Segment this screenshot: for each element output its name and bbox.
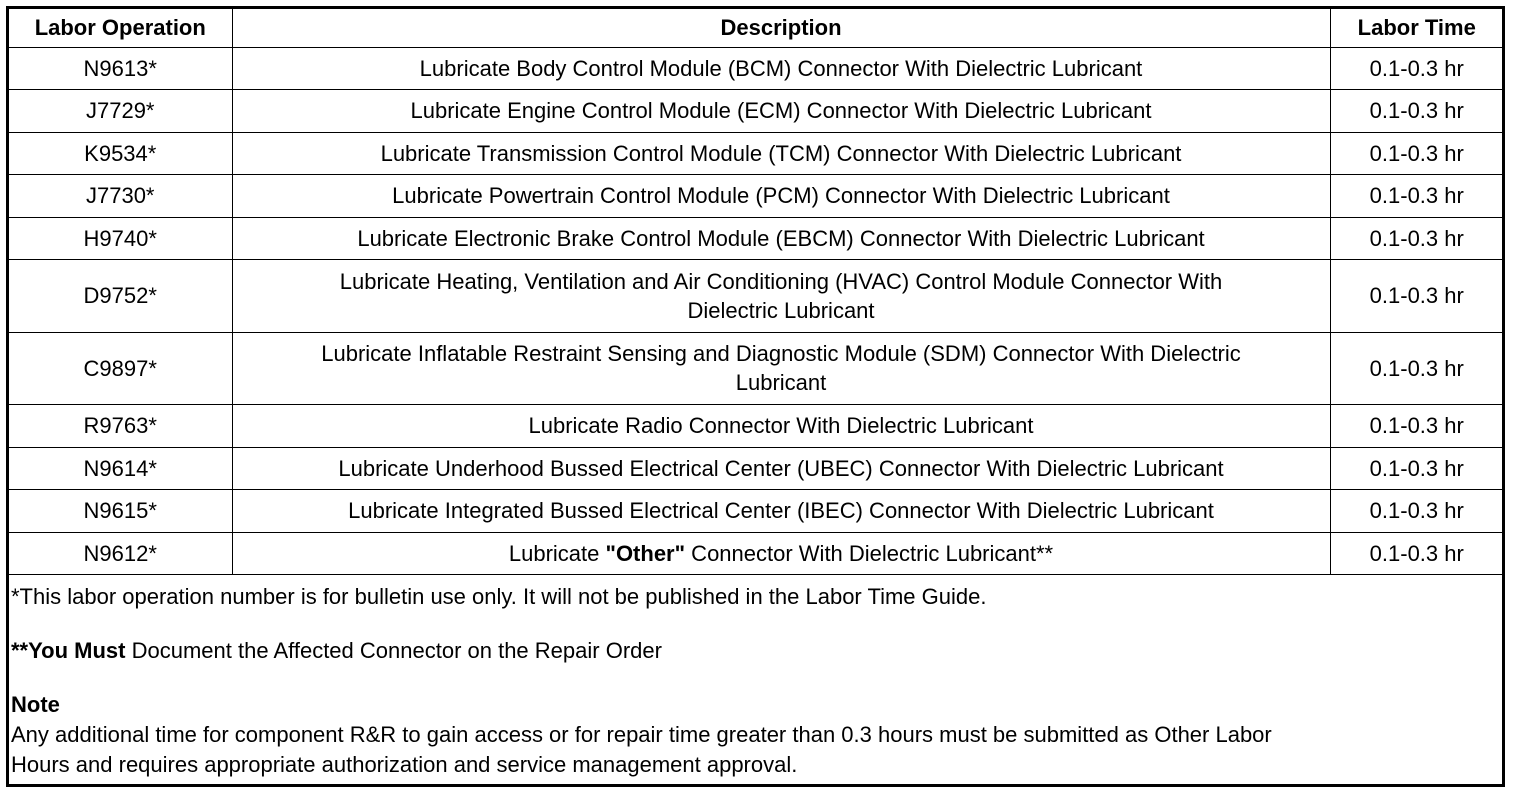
description-cell: Lubricate Powertrain Control Module (PCM) Connector With Dielectric Lubricant [232, 175, 1330, 218]
footnote-double-asterisk-text: Document the Affected Connector on the Repair Order [125, 638, 662, 663]
labor-time-cell: 0.1-0.3 hr [1330, 132, 1503, 175]
description-cell: Lubricate Body Control Module (BCM) Connector With Dielectric Lubricant [232, 47, 1330, 90]
description-cell: Lubricate Integrated Bussed Electrical Center (IBEC) Connector With Dielectric Lubricant [232, 490, 1330, 533]
labor-time-cell: 0.1-0.3 hr [1330, 260, 1503, 333]
description-cell: Lubricate Electronic Brake Control Module (EBCM) Connector With Dielectric Lubricant [232, 217, 1330, 260]
labor-op-cell: H9740* [9, 217, 232, 260]
labor-op-cell: K9534* [9, 132, 232, 175]
table-right-rule [1504, 6, 1505, 576]
description-cell [232, 260, 1330, 333]
description-cell [232, 332, 1330, 405]
footnote-double-asterisk [11, 636, 1491, 666]
table-row [9, 447, 1503, 490]
labor-op-cell: J7729* [9, 90, 232, 133]
labor-op-cell: C9897* [9, 332, 232, 405]
description-line-2: Lubricant [735, 370, 827, 396]
footnotes [11, 582, 1491, 780]
labor-time-cell: 0.1-0.3 hr [1330, 90, 1503, 133]
description-cell: Lubricate Radio Connector With Dielectric Lubricant [232, 405, 1330, 448]
header-description: Description [232, 9, 1330, 47]
description-cell [232, 532, 1330, 575]
description-emphasis: "Other" [605, 540, 686, 566]
table-row [9, 90, 1503, 133]
description-cell: Lubricate Underhood Bussed Electrical Center (UBEC) Connector With Dielectric Lubricant [232, 447, 1330, 490]
table-row [9, 405, 1503, 448]
labor-time-cell: 0.1-0.3 hr [1330, 175, 1503, 218]
footnote-double-asterisk-emphasis: **You Must [11, 638, 126, 663]
note-line-2: Hours and requires appropriate authorization and service management approval. [11, 752, 798, 777]
footnote-single-asterisk: *This labor operation number is for bulletin use only. It will not be published in the Labor Time Guide. [11, 584, 987, 609]
labor-op-cell: N9613* [9, 47, 232, 90]
labor-op-cell: N9615* [9, 490, 232, 533]
table-row [9, 217, 1503, 260]
table-row [9, 175, 1503, 218]
labor-time-cell: 0.1-0.3 hr [1330, 47, 1503, 90]
note-title: Note [11, 692, 60, 717]
description-line-1: Lubricate Inflatable Restraint Sensing and Diagnostic Module (SDM) Connector With Dielectric [321, 341, 1241, 367]
labor-op-cell: J7730* [9, 175, 232, 218]
table-header-row [9, 9, 1503, 47]
table-row [9, 47, 1503, 90]
labor-op-cell: N9612* [9, 532, 232, 575]
note-line-1: Any additional time for component R&R to gain access or for repair time greater than 0.3 hours must be submitted as Other Labor [11, 722, 1272, 747]
labor-time-cell: 0.1-0.3 hr [1330, 405, 1503, 448]
description-line-1: Lubricate Heating, Ventilation and Air Conditioning (HVAC) Control Module Connector With [339, 268, 1223, 294]
description-line-2: Dielectric Lubricant [687, 297, 875, 323]
description-prefix: Lubricate [508, 540, 606, 566]
table-row [9, 532, 1503, 575]
labor-op-cell: N9614* [9, 447, 232, 490]
labor-time-cell: 0.1-0.3 hr [1330, 332, 1503, 405]
table-row [9, 490, 1503, 533]
labor-op-cell: R9763* [9, 405, 232, 448]
labor-time-cell: 0.1-0.3 hr [1330, 532, 1503, 575]
labor-time-cell: 0.1-0.3 hr [1330, 217, 1503, 260]
table-row [9, 132, 1503, 175]
labor-time-cell: 0.1-0.3 hr [1330, 490, 1503, 533]
labor-operations-table [9, 9, 1503, 575]
header-labor-time: Labor Time [1330, 9, 1503, 47]
description-cell: Lubricate Transmission Control Module (TCM) Connector With Dielectric Lubricant [232, 132, 1330, 175]
description-suffix: Connector With Dielectric Lubricant** [685, 540, 1054, 566]
header-labor-operation: Labor Operation [9, 9, 232, 47]
labor-op-cell: D9752* [9, 260, 232, 333]
table-row [9, 260, 1503, 333]
description-cell: Lubricate Engine Control Module (ECM) Connector With Dielectric Lubricant [232, 90, 1330, 133]
labor-time-cell: 0.1-0.3 hr [1330, 447, 1503, 490]
table-row [9, 332, 1503, 405]
